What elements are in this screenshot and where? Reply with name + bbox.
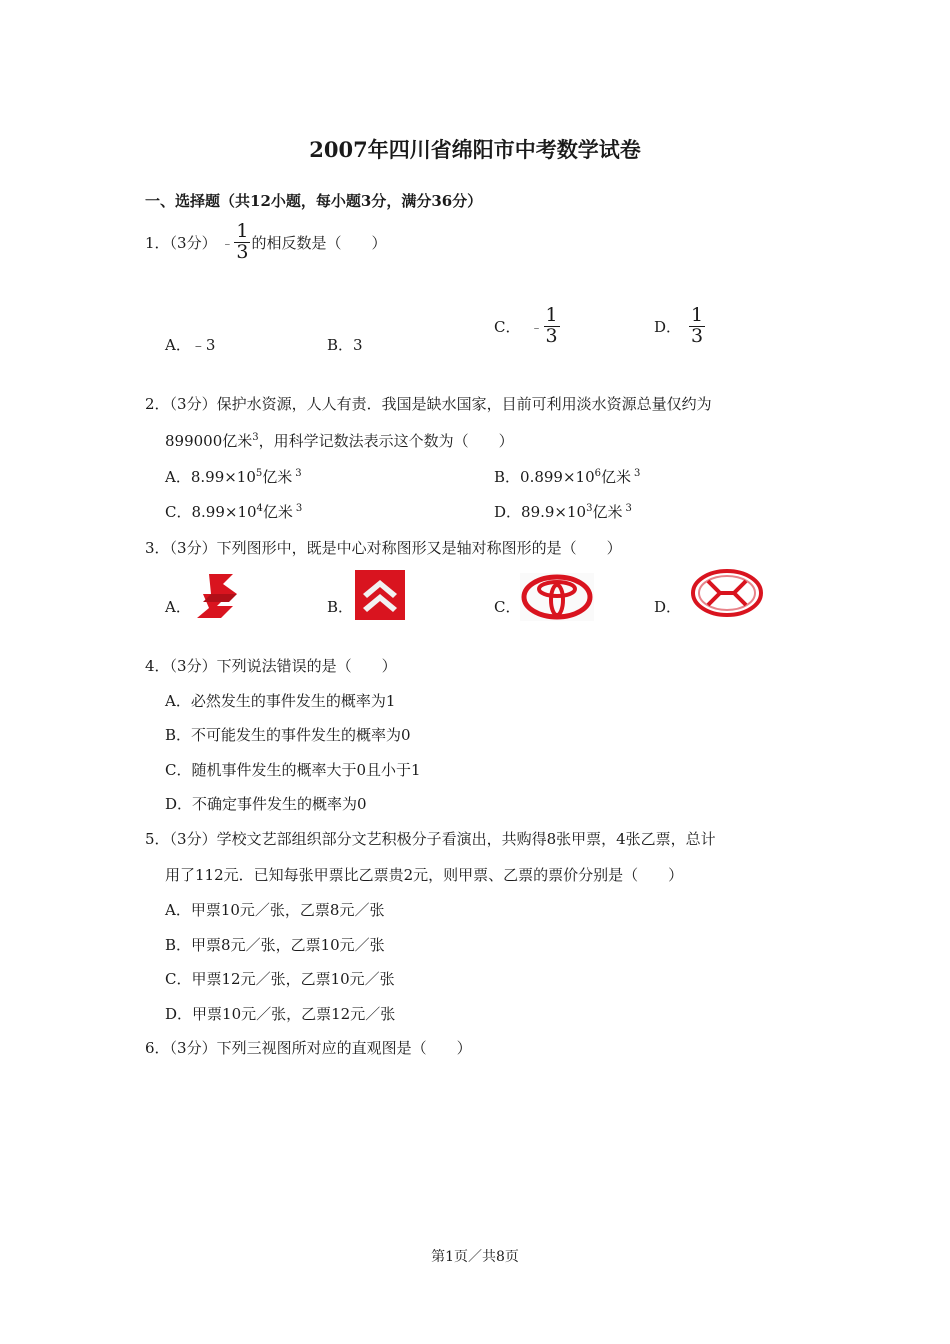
page-title: 2007年四川省绵阳市中考数学试卷 [309, 137, 641, 162]
q5-option-c: C．甲票12元／张，乙票10元／张 [165, 970, 395, 988]
text: B．0.899×10 [494, 468, 595, 486]
text: D．89.9×10 [494, 503, 587, 521]
q1-option-c [494, 306, 561, 347]
q3-option-c-label: C． [494, 598, 521, 616]
q3-option-d-label: D． [654, 598, 682, 616]
q2-option-a [165, 466, 302, 487]
question-5-line-2: 用了112元．已知每张甲票比乙票贵2元，则甲票、乙票的票价分别是（ ） [165, 866, 684, 884]
toyota-logo [520, 573, 594, 621]
q4-option-a: A．必然发生的事件发生的概率为1 [165, 692, 396, 710]
negative-sign: ﹣ [221, 235, 234, 250]
text: 亿米 [262, 468, 293, 486]
text: 亿米 [592, 503, 623, 521]
fraction-denominator: 3 [236, 240, 249, 263]
q5-option-d: D．甲票10元／张，乙票12元／张 [165, 1005, 396, 1023]
option-label: C． [494, 317, 521, 336]
fraction-numerator: 1 [236, 220, 249, 242]
text: 亿米 [262, 503, 293, 521]
text: 899000亿米 [165, 432, 253, 450]
question-3: 3．（3分）下列图形中，既是中心对称图形又是轴对称图形的是（ ） [145, 539, 622, 557]
fraction-denominator: 3 [545, 324, 558, 347]
unit-exponent: 3 [625, 503, 632, 514]
suzuki-logo [193, 570, 247, 622]
question-1 [145, 222, 387, 263]
question-1-suffix: 的相反数是（ ） [251, 233, 387, 252]
q1-option-d [654, 306, 706, 347]
negative-sign: ﹣ [530, 319, 543, 334]
superscript: 3 [252, 432, 259, 443]
q2-option-c [165, 501, 302, 522]
exponent: 3 [586, 503, 593, 514]
question-5-line-1: 5．（3分）学校文艺部组织部分文艺积极分子看演出，共购得8张甲票，4张乙票，总计 [145, 830, 716, 848]
question-6: 6．（3分）下列三视图所对应的直观图是（ ） [145, 1039, 472, 1057]
unit-exponent: 3 [295, 503, 303, 514]
option-label: D． [654, 317, 682, 336]
unit-exponent: 3 [634, 468, 641, 479]
question-1-prefix: 1．（3分） [145, 233, 217, 252]
text: C．8.99×10 [165, 503, 257, 521]
q4-option-d: D．不确定事件发生的概率为0 [165, 795, 367, 813]
text: 亿米 [601, 468, 632, 486]
text: A．8.99×10 [165, 468, 256, 486]
fraction-numerator: 1 [691, 304, 704, 326]
exponent: 5 [255, 468, 263, 479]
q2-option-d [494, 501, 632, 522]
q1-option-b: B．3 [327, 336, 363, 354]
unit-exponent: 3 [295, 468, 302, 479]
q3-option-b-label: B． [327, 598, 354, 616]
q5-option-b: B．甲票8元／张，乙票10元／张 [165, 936, 385, 954]
question-4: 4．（3分）下列说法错误的是（ ） [145, 657, 397, 675]
fraction [234, 222, 250, 263]
section-heading: 一、选择题（共12小题，每小题3分，满分36分） [145, 192, 483, 210]
q1-option-a: A．﹣3 [165, 336, 216, 354]
citroen-logo [355, 570, 405, 620]
fraction-denominator: 3 [691, 324, 704, 347]
question-2-line-2 [165, 430, 514, 451]
q2-option-b [494, 466, 640, 487]
hino-logo [690, 568, 764, 618]
question-2-line-1: 2．（3分）保护水资源，人人有责．我国是缺水国家，目前可利用淡水资源总量仅约为 [145, 395, 712, 413]
fraction [544, 306, 560, 347]
q4-option-b: B．不可能发生的事件发生的概率为0 [165, 726, 411, 744]
page-footer: 第1页／共8页 [431, 1249, 519, 1265]
q3-option-a-label: A． [165, 598, 191, 616]
fraction-numerator: 1 [545, 304, 558, 326]
fraction [689, 306, 705, 347]
exponent: 4 [256, 503, 263, 514]
q4-option-c: C．随机事件发生的概率大于0且小于1 [165, 761, 421, 779]
text: ，用科学记数法表示这个数为（ ） [258, 432, 514, 450]
exponent: 6 [594, 468, 601, 479]
q5-option-a: A．甲票10元／张，乙票8元／张 [165, 901, 385, 919]
